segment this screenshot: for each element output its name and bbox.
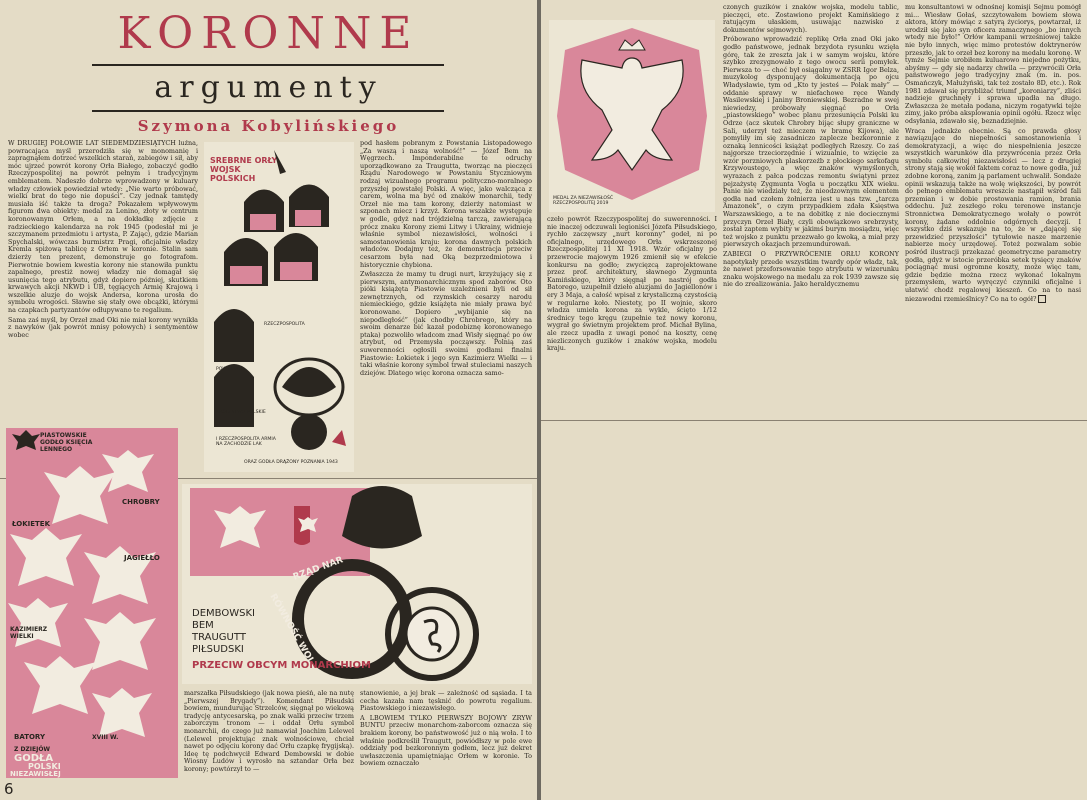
label-xviii: XVIII W.	[92, 734, 119, 741]
name-bem: BEM	[192, 620, 214, 631]
label-armia: I RZECZPOSPOLITA ARMIA NA ZACHODZIE LAK	[216, 437, 276, 448]
name-pilsudski: PIŁSUDSKI	[192, 644, 244, 655]
ring-text-1: RZĄD NAR	[291, 555, 345, 583]
name-traugutt: TRAUGUTT	[192, 632, 246, 643]
label-chrobry: CHROBRY	[122, 498, 160, 506]
text-column-4	[184, 690, 354, 798]
illustration-heading: SREBRNE ORŁY WOJSK POLSKICH	[210, 156, 278, 183]
footer-line-1: Z DZIEJÓW	[14, 746, 51, 753]
paragraph: A LBOWIEM TYLKO PIERWSZY BOJOWY ZRYW BUNTU przeciw monarchom-zaborcom oznacza się brakiem korony, bo państwowość już o nią woła. I to właśnie podkreślił Traugutt, powiódłszy w pole ewe oddziały pod bezkoronnym godłem, lecz już dekret uwłaszczenia upamiętniając Orłem w koronie. To bowiem oznaczało	[360, 713, 532, 768]
paragraph-text: Wraca jednakże obecnie. Są co prawda głosy nawiązujące do niepełności samostanowienia i demokratyzacji, a więc do niespełnienia jeszcze wszystkich warunków dla przywrócenia przez Orła symbolu całkowitej niezawisłości — lecz z drugiej strony stają się wokół faktem coraz to nowe godła, już zdobne koroną, zanim ją parlament uchwalił. Sondaże opinii wskazują także na wolę większości, by powrót do pełnego emblematu wreszcie nastąpił wśród fali przemian i w dobie prostowania ramion, brania oddechu. Już zeszłego roku terenowe instancje Stronnictwa Demokratycznego wołały o powrót korony, żądane oddolnie odgórnych decyzji. I wszystko dziś wskazuje na to, że w „dającej się przewidzieć przyszłości” tytułowie nasze marzenie nabierze mocy urzędowej. Toteż pozwalam sobie pośród ilustracji przekazać geometryczne parametry godła, gdyż w istocie przeróbka setek tysięcy znaków pociągnąć musi ogromne koszty, może więc tam, gdzie będzie można rzecz wykonać lokalnym przemysłem, warto wyręczyć czynniki oficjalne i ułatwić chodź regalowej kieszeń. Co na to nasi niezawodni rzemieślnicy? Co na to ogół?	[905, 126, 1081, 303]
left-page	[0, 0, 537, 800]
end-of-article-mark	[1038, 295, 1046, 303]
paragraph: Sama zaś myśl, by Orzeł znad Oki nie miał korony wynikła z nawyków (jak powrót mnisy połowych) i sentymentów wobec	[8, 315, 198, 339]
silver-eagles-illustration	[204, 142, 354, 472]
paragraph	[905, 128, 1081, 304]
paragraph: pod hasłem pobranym z Powstania Listopadowego „Za waszą i naszą wolność!” — Józef Bem na Węgrzech. Imponderabilne te odruchy uporządkowano za Traugutta, tworząc na pieczęci Rządu Narodowego w Powstaniu Styczniowym rodzaj wizualnego programu polityczno-moralnego przyszłej powstałej Polski. A więc, jako walcząca z carem, wolna ma być od znaków monarchii, tedy Orzeł nie ma tam korony, dzierży natomiast w szponach miecz i krzyż. Korona wszakże występuje w godle, gdyż nad trójdzielną tarczą, zawierającą prócz znaku Korony ziemi Litwy i Ukrainy, widnieje właśnie symbol niezawisłości, wolności i samostanowienia kraju: korona dawnych polskich władców. Dodajmy też, że demonstracja przeciw cesarzom była nad Oką bezprzedmiotowa i historycznie chybiona.	[360, 140, 532, 269]
illustration-caption: ORAZ GODŁA DRĄŻONY POZNANIA 1943	[244, 460, 338, 465]
article-subtitle: argumenty	[154, 70, 383, 105]
paragraph: ZABIEGI O PRZYWRÓCENIE ORŁU KORONY napotykały przede wszystkim twardy opór władz, tak, że nawet przeforsowanie tego atrybutu w wizerunku znaku wojskowego na medalu za rok 1939 zawsze się nie do zrealizowania. Jako heraldycznemu	[723, 250, 899, 289]
title-rule-bottom	[92, 110, 444, 112]
paragraph: czeło powrót Rzeczypospolitej do suwerenności. I nie inaczej odczuwali legioniści Józefa Piłsudskiego, rychło zaczęwszy „nurt koronny” godeł, ni po oficjalnego, urzędowego Orła wskrzeszonej Rzeczpospolitej 11 XI 1918. Wzór oficjalny po przewrocie majowym 1926 zmienił się w efekcie konkursu na godło; zwycięzcą zaprojektowane przez prof. architektury, sławnego Zygmunta Kamińskiego, który sięgnął po nastrój godła Batorego, uzupełnił dzieło aluzjami do Jagiellonów i ery 3 Maja, a całość wpisał z krystaliczną czystością w regularne koło. Niestety, po II wojnie, skoro władza umieła korona za wykle, ścięto 1/12 średnicy tego kręgu (zupełnie też nowy koronu, wygrał go świetnym projektem prof. Michał Bylina, ale rzecz upadła z uwagi ponoć na koszty, cenę niezliczonych guzików i znaków wojska, modelu kraju.	[547, 216, 717, 353]
paragraph: stanowienie, a jej brak — zależność od sąsiada. I ta cecha kazała nam tęsknić do powrotu regalium. Piastowskiego i niezawisłego.	[360, 690, 532, 713]
label-kazimierz: KAZIMIERZ WIELKI	[10, 626, 48, 640]
paragraph: Zwłaszcza że mamy tu drugi nurt, krzyżujący się z pierwszym, antymonarchicznym spod zaborów. Oto pióki książęta Piastowie uzależnieni byli od sił zewnętrznych, od rzymskich cesarzy narodu niemieckiego, gdzie książęta nie miały prawa być koronowane. Dopiero „wybijanie się na niepodległość” (jak chodby Chrobrego, który na swoim denarze bić kazał podobiznę koronowanego ptaka) pozwoliło władcom znad Wisły sięgnąć po ów atrybut, od Przemysła począwszy. Polnią zaś suwerenności ogłosili swoimi godłami finalni Piastowie: Łokietek i jego syn Kazimierz Wielki — i taki właśnie korony symbol trwał stuleciami naszych dziejów. Dlatego więc korona oznacza samo-	[360, 270, 532, 377]
page-number: 6	[4, 780, 14, 798]
text-column-5	[360, 690, 532, 798]
label-krolestwo: KRÓLESTWO POLSKIE	[216, 410, 266, 415]
label-powstanie: POWSTANIE	[216, 367, 244, 372]
paragraph: czonych guzików i znaków wojska, modelu tablic, pieczęci, etc. Zostawiono projekt Kamińskiego z ratującym ułaskiem, usuwając nazwisko z dokumentów sejmowych).	[723, 4, 899, 34]
ring-text-2: RÓWNOŚĆ WOL	[267, 592, 316, 666]
label-jagiello: JAGIEŁŁO	[124, 554, 160, 562]
footer-line-2: GODŁA	[14, 753, 54, 764]
monarchs-slogan: PRZECIW OBCYM MONARCHIOM	[192, 660, 371, 671]
label-rzeczpospolita: RZECZPOSPOLITA	[264, 322, 305, 327]
text-column-r2	[905, 4, 1081, 414]
piast-heading: PIASTOWSKIE GODŁO KSIĘCIA LENNEGO	[40, 432, 93, 453]
name-dembowski: DEMBOWSKI	[192, 608, 255, 619]
article-author: Szymona Kobylińskiego	[137, 117, 400, 135]
label-batory: BATORY	[14, 733, 46, 741]
eagle-helmets-drawing	[204, 142, 354, 472]
piast-eagles-drawing	[6, 428, 178, 778]
text-column-2	[360, 140, 532, 475]
page-bottom-divider	[541, 420, 1087, 421]
label-lokietek: ŁOKIETEK	[12, 520, 50, 528]
paragraph: W DRUGIEJ POŁOWIE LAT SIEDEMDZIESIĄTYCH luźna, powracająca myśl przerodziła się w monomanię i zapragnąłem dotrzeć wszelkich starań, zabiegów i sił, aby móc ujrzeć powrót korony Orła Białego, zobaczyć godło Rzeczypospolitej na powrót pełnym i tradycyjnym emblematem. Nadeszło dobrze wprowadzony w kuluary władzy człowiek powiedział wtedy: „Nie warto próbować, wielki brat do tego nie dopuści”. Czy jednak tamtędy musiała iść także ta droga? Pokazałem wpływowym figurom dwa obiekty: medal za Lenino, złoty w centrum koronowanym Orłem, a na dokładkę zdjęcie z radzieckiego kalendarza na rok 1945 (podesłał mi je szczymanem przedmiotu i artysta, P. Zając), gdzie Marian Spychalski, wówczas burmistrz Pragi, oficjalnie władzy Kremla spiżową tablicę z Orłem w koronie. Stalin sam dzierży ten prezent, demonstruje go fotografom. Pierwotnie bowiem kwestia korony nie stanowiła punktu zapalnego, prestiż nowej władzy nie domagał się usunięcia tego atrybutu, gdyż dopiero później, skutkiem krwawych akcji NKWD i UB, tęgiących Armię Krajową i wszelkie aluzje do wojsk Andersa, korona urosła do symbolu wrogości. Sławne się stały owe obcążki, którymi na czapkach partyzantów odłupywano te regalium.	[8, 140, 198, 315]
big-eagle-illustration	[549, 20, 715, 212]
right-page	[541, 0, 1087, 800]
text-column-1	[8, 140, 198, 475]
monarchs-illustration	[182, 484, 532, 684]
crowned-eagle-drawing	[549, 20, 715, 212]
paragraph: mu konsultantowi w odnośnej komisji Sejmu pomógł mi... Wiesław Gołaś, szczytowałem bowiem słowa aktora, który mówiąc z satyrą życiorys, powtarzał, iż urodził się jako syn oficera zamaczynego „bo innych wtedy nie było!” Orłów kampanii wrześniowej także nie było innych, więc mimo protestów doktrynerów przeszło, jak to orzeł bez korony na medalu koronę. W tymże Sejmie urobiłem kuluarowo niejedno pożytku, abyśmy — gdy się nadarzy chwila — przywrócili Orła państwowego jego tradycyjny znak (m. in. pos. Osmańczyk, Małużyński, tak też zostało 8D, etc.). Rok 1981 zdawał się przybliżać triumf „koroniarzy”, zliści nadzieje gruchnęły i sprawa upadła na długo. Zwłaszcza że metała podana, niczym rogatywki tejże zimy, jako próba aksplowania opinii ogółu. Rzecz więc odsyłania, zdawało się, beznadziejnie.	[905, 4, 1081, 125]
footer-line-4: NIEZAWISŁEJ	[10, 770, 61, 778]
text-column-r1	[723, 4, 899, 414]
text-column-3	[547, 216, 717, 416]
article-title: KORONNE	[117, 8, 420, 59]
paragraph: marszałka Piłsudskiego (jak nowa pieśń, ale na nutę „Pierwszej Brygady”). Komendant Piłsudski bowiem, mundurując Strzelców, sięgnął po wiekową tradycję antycesarską, po znak walki przeciw trzem zaborczym tronom — i oddał Orłu symbol monarchii, do czego już namawiał Joachim Lelewel (Lelewel projektując znak wolnościowe, chciał nawet po odjęciu korony dać Orłu czapkę frygijską). Ideę tę podchwycił Edward Dembowski w dobie Wiosny Ludów i wyrosło na sztandar Orła bez korony; powtórzył to —	[184, 690, 354, 773]
piast-eagles-illustration	[6, 428, 178, 778]
big-eagle-caption: MEDAL ZA NIEZAWISŁOŚĆ RZECZPOSPOLITEJ 2019	[553, 196, 614, 207]
footer-line-3: POLSKI	[28, 762, 61, 771]
title-rule-top	[92, 64, 444, 66]
paragraph: Próbowano wprowadzić replikę Orła znad Oki jako godło państwowe, jednak brzydota rysunku wzięła górę, tak że zreszta jak i w samym wojsku, które szybko zrezygnowało z tego owocu serii pomyłek. Pierwsza to — choć był osiągalny w ZSRR Igor Belza, muzykolog dysponujący dokumentacją po ojcu Władysławie, tym od „Kto ty jesteś — Polak mały” — oddanie sprawy w niefachowe ręce Wandy Wasilewskiej i Janiny Broniewskiej. Bezradne w swej niewiedzy, próbowały sięgnąć po Orła „piastowskiego” wobec planu przesunięcia Polski ku Odrze (acz skutek Chrobry bijąc słupy graniczne w Sali, uderzył też mieczem w bramę Kijowa), ale pomyliły im się zasadniczo zaplecze bezkoronnie z oznaką lennicości książąt podległych Rzeszy. Co zaś najgorsze trzeciorzędnie i wizualnie, to wzięcie za wzór porzniowych plaskorzeźb z płockiego sarkofagu Krzywoustego, a więc znaków wymyślonych, wyrazach z pałca podczas remontu świątyni przez pejzażystę Zygmunta Vogla u początku XIX wieku. Panie nie wiedziały też, że nieodzownym elementem godła nad czołem żołnierza jest u nas tzw. „tarcza Amazonek”, o czym przypadkiem zdała Księstwa Warszawskiego, a te na dobitkę z nie dociecznymi przyczyn Orzeł Biały, czyli obowiązkowo srebrzysty, został zaptem wybity w jakimś burym mosiądzu, więc też wojsko z punktu przezwało go kwoką, a miał przy pierwszych okazjach przemundurowań.	[723, 35, 899, 249]
